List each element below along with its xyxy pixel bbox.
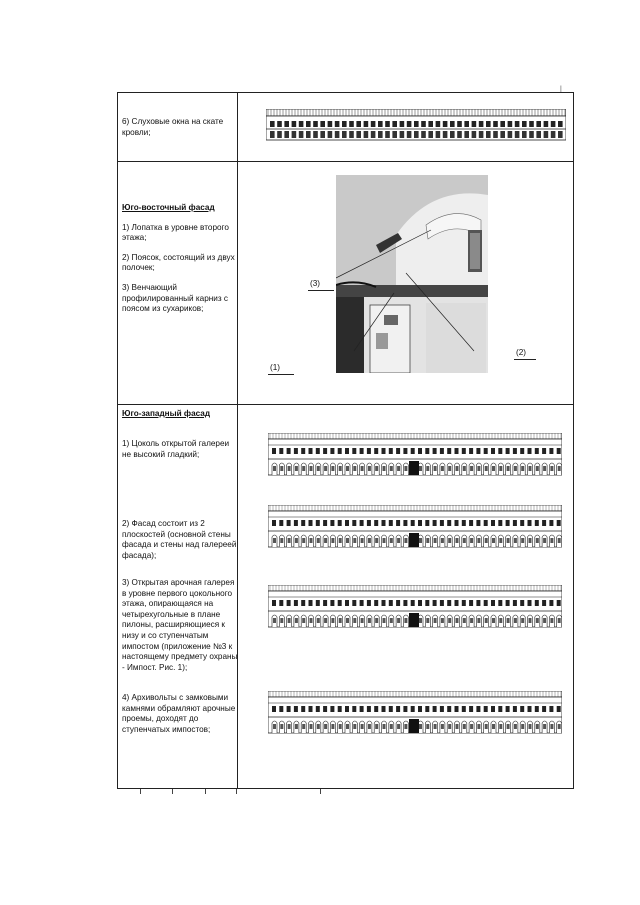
southwest-item-4-block — [122, 693, 240, 744]
southeast-facade-heading: Юго-восточный фасад — [122, 203, 215, 212]
callout-1: (1) — [270, 363, 281, 372]
facade-elevation-svg — [268, 505, 562, 549]
southwest-item-4: 4) Архивольты с замковыми камнями обрамляют арочные проемы, доходят до ступенчатых импостов; — [122, 693, 236, 734]
southwest-item-3: 3) Открытая арочная галерея в уровне первого цокольного этажа, опирающаяся на четырехугольные в плане пилоны, расширяющиеся к низу и со ступенчатым импостом (приложение №3 к настоящему предмету охраны - Импост. Рис. 1); — [122, 578, 238, 672]
margin-tick — [205, 789, 206, 794]
row-divider — [118, 404, 573, 405]
row-divider — [118, 161, 573, 162]
facade-elevation-svg — [268, 585, 562, 629]
southeast-item-1: 1) Лопатка в уровне второго этажа; — [122, 222, 229, 243]
southwest-item-1: 1) Цоколь открытой галереи не высокий гладкий; — [122, 439, 230, 459]
margin-tick — [320, 789, 321, 794]
row-2-text — [122, 203, 238, 324]
roof-dormer-facade-drawing — [266, 109, 566, 143]
facade-elevation-svg — [268, 433, 562, 477]
southwest-facade-drawing-4 — [268, 691, 562, 735]
southeast-item-3: 3) Венчающий профилированный карниз с поясом из сухариков; — [122, 282, 228, 314]
dormer-windows-item: 6) Слуховые окна на скате кровли; — [122, 117, 224, 137]
callout-3: (3) — [310, 279, 321, 288]
row-3-text — [122, 409, 240, 436]
callout-1-leader — [268, 374, 294, 375]
southeast-facade-photo-svg — [336, 175, 488, 373]
southwest-item-2: 2) Фасад состоит из 2 плоскостей (основной стены фасада и стены над галереей фасада); — [122, 519, 237, 560]
protection-subject-table — [117, 92, 574, 789]
southwest-item-2-block — [122, 519, 244, 570]
corner-mark: | — [560, 86, 562, 93]
margin-tick — [140, 789, 141, 794]
southwest-facade-heading: Юго-западный фасад — [122, 409, 211, 418]
southeast-item-2: 2) Поясок, состоящий из двух полочек; — [122, 252, 235, 273]
southwest-facade-drawing-3 — [268, 585, 562, 629]
callout-2-leader — [514, 359, 536, 360]
southwest-item-3-block — [122, 578, 240, 682]
callout-3-leader — [308, 290, 334, 291]
southeast-facade-photo — [336, 175, 488, 373]
margin-tick — [236, 789, 237, 794]
row-1-text — [122, 117, 238, 147]
southwest-facade-drawing-1 — [268, 433, 562, 477]
facade-elevation-svg — [268, 691, 562, 735]
roof-dormer-facade-svg — [266, 109, 566, 143]
callout-2: (2) — [516, 348, 527, 357]
southwest-facade-drawing-2 — [268, 505, 562, 549]
margin-tick — [172, 789, 173, 794]
southwest-item-1-block — [122, 439, 238, 469]
